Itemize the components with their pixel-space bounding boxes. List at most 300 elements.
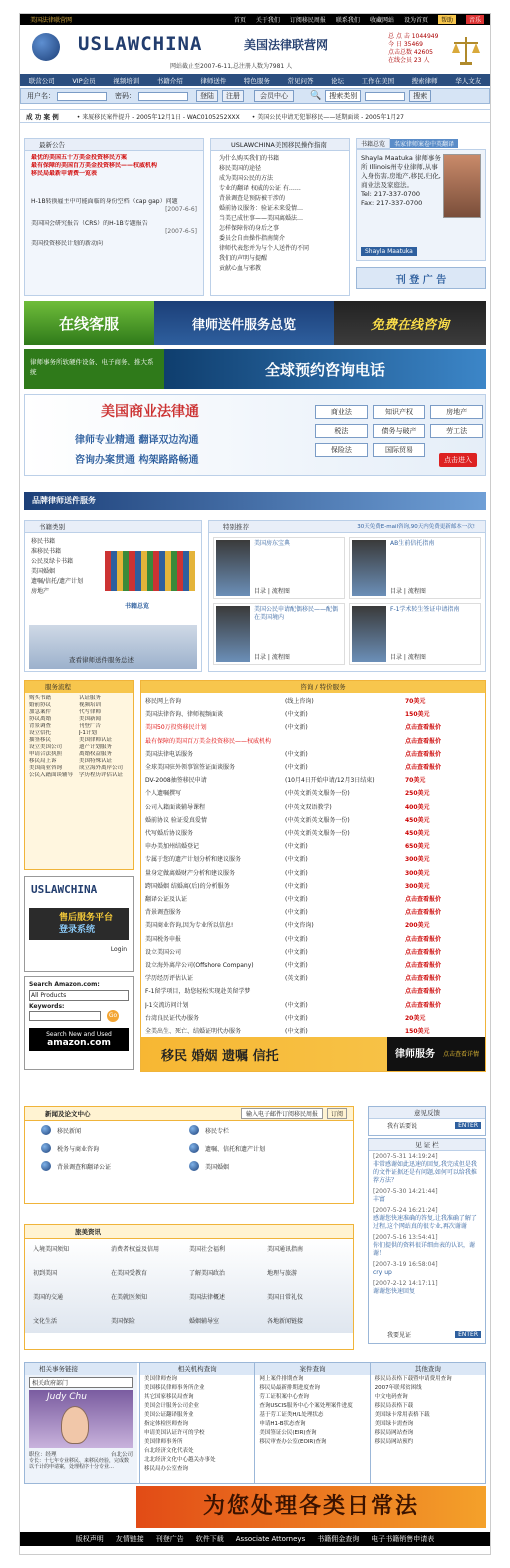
link-item[interactable]: 北北经济文化中心越关办事处 bbox=[144, 1457, 216, 1463]
guide-item[interactable]: 移民美国的途径 bbox=[219, 165, 262, 172]
search-input[interactable] bbox=[365, 92, 405, 101]
consult-name[interactable]: 移民网上咨询 bbox=[145, 698, 182, 705]
amazon-search bbox=[24, 976, 134, 1070]
news-item[interactable]: H-1B转换雇主中可能面临的身份空档（cap gap）问题 bbox=[31, 198, 178, 205]
practice-area-tag[interactable]: 知识产权 bbox=[373, 405, 426, 419]
top-link-music[interactable]: 音乐 bbox=[466, 15, 484, 24]
service-link[interactable]: J-1计划 bbox=[79, 730, 97, 736]
top-link-home[interactable]: 首页 bbox=[233, 17, 246, 24]
link-item[interactable]: 美国公证翻译服务业 bbox=[144, 1412, 194, 1418]
online-service-banner[interactable]: 在线客服 bbox=[24, 301, 154, 345]
consult-type: (线上咨询) bbox=[285, 698, 314, 705]
news-center-label[interactable]: 移民新闻 bbox=[57, 1127, 82, 1135]
phone-banner[interactable] bbox=[24, 349, 486, 389]
consult-row[interactable] bbox=[145, 735, 481, 748]
special-links[interactable]: 目录 | 流程图 bbox=[390, 654, 426, 661]
news-center-label[interactable]: 背景调查和翻译公证 bbox=[57, 1163, 112, 1171]
after-service-panel[interactable] bbox=[29, 908, 129, 940]
consult-row[interactable] bbox=[145, 985, 481, 998]
link-item[interactable]: 移民局最新排期进度查询 bbox=[259, 1385, 320, 1391]
book-category[interactable]: 准移民书籍 bbox=[31, 548, 62, 555]
footer-link[interactable]: 书籍佣金查询 bbox=[317, 1535, 360, 1543]
consult-row[interactable] bbox=[145, 748, 481, 761]
consult-name[interactable]: 美国法律电话服务 bbox=[145, 750, 194, 758]
service-link[interactable]: 美国新闻 bbox=[79, 716, 102, 722]
ticker-item[interactable]: • 美国公民申请无犯罪移民——延期面谈 - 2005年1月27 bbox=[251, 113, 404, 121]
guide-item[interactable]: 成为美国公民的方法 bbox=[219, 175, 274, 182]
news-item[interactable]: 最有保障的美国百万美金投资移民——权威机构 bbox=[31, 162, 158, 169]
nav-item[interactable]: 联营公司 bbox=[28, 76, 55, 85]
witness-enter-button[interactable]: ENTER bbox=[455, 1331, 481, 1338]
service-link[interactable]: 认证服务 bbox=[79, 695, 102, 701]
news-center-label[interactable]: 移民专栏 bbox=[205, 1127, 230, 1135]
consult-row[interactable] bbox=[145, 893, 481, 906]
consult-price[interactable]: 点击查看报价 bbox=[405, 896, 442, 904]
consult-row[interactable] bbox=[145, 906, 481, 919]
link-item[interactable]: 网上案件排期查询 bbox=[259, 1376, 304, 1382]
consult-row[interactable] bbox=[145, 1012, 481, 1025]
guide-item[interactable]: 当美已成往事——美国离婚法… bbox=[219, 215, 304, 222]
book-cover-image bbox=[216, 606, 250, 662]
consult-row[interactable] bbox=[145, 761, 481, 774]
consult-price[interactable]: 300美元 bbox=[405, 856, 430, 864]
service-link[interactable]: 背景调查 bbox=[29, 723, 52, 729]
consult-type: (中文新) bbox=[285, 1014, 308, 1022]
travel-link[interactable]: 美国保险 bbox=[111, 1318, 136, 1325]
service-link[interactable]: 婚前协议 bbox=[29, 702, 52, 708]
news-center-item[interactable] bbox=[189, 1161, 337, 1171]
consult-name[interactable]: 婚前协议 验证爱真爱情 bbox=[145, 816, 207, 824]
nav-item[interactable]: 书籍介绍 bbox=[156, 76, 183, 85]
register-button[interactable]: 注册 bbox=[222, 90, 244, 102]
travel-link[interactable]: 美国社会福利 bbox=[189, 1246, 226, 1253]
link-item[interactable]: 移民局办公室查询 bbox=[144, 1466, 189, 1472]
travel-link[interactable]: 地理与旅游 bbox=[267, 1270, 298, 1277]
book-category[interactable]: 公民及绿卡书籍 bbox=[31, 558, 74, 565]
after-service-login[interactable]: Login bbox=[110, 946, 127, 953]
service-link[interactable]: 抽签移民 bbox=[29, 737, 52, 743]
consult-price[interactable]: 点击查看报价 bbox=[405, 962, 442, 970]
special-title[interactable]: 美国公民申请配偶移民——配偶在美国境内 bbox=[254, 606, 339, 621]
delivery-overview-banner[interactable]: 律师送件服务总览 bbox=[154, 301, 334, 345]
consult-row[interactable] bbox=[145, 787, 481, 800]
top-link-bookmark[interactable]: 收藏网站 bbox=[369, 17, 394, 24]
link-item[interactable]: 台北经济文化代表处 bbox=[144, 1448, 194, 1454]
book-category[interactable]: 遗嘱/信托/遗产计划 bbox=[31, 578, 84, 585]
book-category[interactable]: 房地产 bbox=[31, 588, 50, 595]
special-item[interactable] bbox=[349, 603, 481, 665]
top-link-homepage[interactable]: 设为首页 bbox=[403, 17, 428, 24]
guide-item[interactable]: 律师代表您并为与个人送件的不同 bbox=[219, 245, 310, 252]
business-law-line: 律师专业精通 翻译双边沟通 bbox=[75, 435, 199, 446]
header bbox=[20, 25, 490, 73]
consult-name[interactable]: 设立海外离岸公司(Offshore Company) bbox=[145, 962, 254, 970]
amazon-keywords-label: Keywords: bbox=[29, 1003, 65, 1010]
consult-row[interactable] bbox=[145, 814, 481, 827]
service-link[interactable]: 美国商业咨询 bbox=[29, 765, 63, 771]
link-item[interactable]: 移民局网站查询 bbox=[374, 1430, 414, 1436]
link-item[interactable]: 移民局表格下载 bbox=[374, 1403, 414, 1409]
consult-name[interactable]: 公司入籍面谈辅导课程 bbox=[145, 803, 206, 811]
consult-row[interactable] bbox=[145, 801, 481, 814]
book-category[interactable]: 移民书籍 bbox=[31, 538, 56, 545]
free-consult-banner[interactable]: 免费在线咨询 bbox=[334, 301, 486, 345]
books-overview-link[interactable]: 书籍总览 bbox=[125, 603, 150, 610]
link-item[interactable]: 美国移民律师事务所企业 bbox=[144, 1385, 205, 1391]
link-item[interactable]: 移民局表格下载暨申请费用查询 bbox=[374, 1376, 452, 1382]
link-column bbox=[139, 1363, 254, 1483]
nav-item[interactable]: 搜索律师 bbox=[411, 76, 438, 85]
consult-name[interactable]: 学历经历评估认证 bbox=[145, 975, 194, 983]
service-link[interactable]: 视频培训 bbox=[79, 702, 102, 708]
consult-row[interactable] bbox=[145, 695, 481, 708]
consult-type: (中英文新英文服务一份) bbox=[285, 830, 350, 838]
link-item[interactable]: 指定体检医师查询 bbox=[144, 1421, 189, 1427]
travel-link[interactable]: 消费者权益及信用 bbox=[111, 1246, 160, 1253]
username-input[interactable] bbox=[57, 92, 107, 101]
practice-area-tag[interactable]: 劳工法 bbox=[430, 424, 483, 438]
news-center-label[interactable]: 遗嘱、信托和遗产计划 bbox=[205, 1145, 266, 1153]
special-links[interactable]: 目录 | 流程图 bbox=[254, 654, 290, 661]
password-input[interactable] bbox=[138, 92, 188, 101]
special-title[interactable]: F-1学术转生签证申请指南 bbox=[390, 606, 460, 613]
consult-name[interactable]: DV-2008抽签移民申请 bbox=[145, 777, 207, 785]
news-center-label[interactable]: 美国婚姻 bbox=[205, 1163, 230, 1171]
consult-row[interactable] bbox=[145, 959, 481, 972]
travel-link[interactable]: 在美就医须知 bbox=[111, 1294, 148, 1301]
consult-row[interactable] bbox=[145, 721, 481, 734]
consult-price[interactable]: 300美元 bbox=[405, 869, 430, 877]
service-link[interactable]: 离婚权益服务 bbox=[79, 751, 113, 757]
link-item[interactable]: 中文电码查询 bbox=[374, 1394, 408, 1400]
consult-price[interactable]: 70美元 bbox=[405, 698, 426, 705]
consult-row[interactable] bbox=[145, 880, 481, 893]
firm-panel-title: 相关事务链接 bbox=[25, 1363, 137, 1375]
consult-row[interactable] bbox=[145, 946, 481, 959]
consult-price[interactable]: 150美元 bbox=[405, 711, 430, 719]
footer-link[interactable]: 电子书籍销售申请表 bbox=[371, 1535, 435, 1543]
stat-clicks: 点击总数 42605 bbox=[388, 49, 433, 56]
consult-row[interactable] bbox=[145, 840, 481, 853]
consult-row[interactable] bbox=[145, 999, 481, 1012]
member-center-button[interactable]: 会员中心 bbox=[254, 90, 294, 102]
link-item[interactable]: 劳工证积案中心查询 bbox=[259, 1394, 309, 1400]
witness-text: 你们提供的资料很详细由表的认识，谢谢！ bbox=[373, 1242, 476, 1257]
stat-total: 总 点 击 1044949 bbox=[388, 33, 439, 40]
nav-item[interactable]: 常见问答 bbox=[287, 76, 314, 85]
globe-icon bbox=[41, 1125, 51, 1135]
link-item[interactable]: 美国律师事务所 bbox=[144, 1439, 183, 1445]
news-center-box bbox=[24, 1106, 354, 1204]
service-link[interactable]: 加急案件 bbox=[29, 709, 52, 715]
consult-price[interactable]: 点击查看报价 bbox=[405, 948, 442, 956]
nav-item[interactable]: 律师送件 bbox=[200, 76, 227, 85]
service-link[interactable]: 美国律师认证 bbox=[79, 737, 113, 743]
guide-item[interactable]: 为什么购买我们的书籍 bbox=[219, 155, 280, 162]
consult-price[interactable]: 点击查看报价 bbox=[405, 750, 442, 758]
guide-item[interactable]: 贡献心血与邪教 bbox=[219, 265, 262, 272]
service-link[interactable]: 购买书籍 bbox=[29, 695, 52, 701]
consult-name[interactable]: 设立美国公司 bbox=[145, 948, 182, 956]
top-link-subscribe[interactable]: 订阅移民周报 bbox=[289, 17, 326, 24]
service-link[interactable]: 移民局上诉 bbox=[29, 758, 57, 764]
special-item[interactable] bbox=[213, 603, 345, 665]
consult-row[interactable] bbox=[145, 827, 481, 840]
consult-row[interactable] bbox=[145, 774, 481, 787]
practice-area-tag[interactable]: 保险法 bbox=[315, 443, 368, 457]
footer-link[interactable]: 刊登广告 bbox=[155, 1535, 184, 1543]
link-item[interactable]: 美国绿卡常用表格下载 bbox=[374, 1412, 430, 1418]
consult-name[interactable]: 申办美加州结婚登记 bbox=[145, 843, 200, 851]
link-item[interactable]: 美国会计服务公司企业 bbox=[144, 1403, 200, 1409]
feedback-enter-button[interactable]: ENTER bbox=[455, 1122, 481, 1129]
service-link[interactable]: 公民入籍面谈辅导 bbox=[29, 772, 74, 778]
specials-header bbox=[209, 521, 485, 533]
consult-name[interactable]: 个人遗嘱撰写 bbox=[145, 790, 182, 798]
special-item[interactable] bbox=[349, 537, 481, 599]
consult-name[interactable]: 美国商业咨询,因为专业所以信息! bbox=[145, 922, 234, 930]
special-links[interactable]: 目录 | 流程图 bbox=[390, 588, 426, 595]
travel-link[interactable]: 各地新闻链接 bbox=[267, 1318, 304, 1325]
consult-price[interactable]: 点击查看报价 bbox=[405, 1001, 442, 1009]
news-item[interactable]: 最优的美国五十万美金投资移民方案 bbox=[31, 154, 128, 161]
link-item[interactable]: 申请美国认证许可的学校 bbox=[144, 1430, 205, 1436]
footer-link[interactable]: 软件下载 bbox=[195, 1535, 224, 1543]
consult-name[interactable]: 美国50万投资移民计划 bbox=[145, 724, 207, 732]
consult-name[interactable]: 台湾良民证代办服务 bbox=[145, 1014, 200, 1022]
consult-name[interactable]: F-1留学项目，助您轻松实现赴美留学梦 bbox=[145, 988, 251, 996]
consult-name[interactable]: 最有保障的美国百万美金投资移民——权威机构 bbox=[145, 737, 272, 745]
link-item[interactable]: 2007年联邦贫困线 bbox=[374, 1385, 422, 1391]
news-center-label[interactable]: 税务与商业咨询 bbox=[57, 1145, 100, 1153]
link-item[interactable]: 美国律师查询 bbox=[144, 1376, 178, 1382]
news-item[interactable]: 美国国会研究报告（CRS）的H-1B专题报告 bbox=[31, 220, 148, 227]
firm-panel bbox=[25, 1363, 137, 1483]
link-item[interactable]: 其它国家移民局查询 bbox=[144, 1394, 194, 1400]
login-button[interactable]: 登陆 bbox=[196, 90, 218, 102]
guide-item[interactable]: 怎样保障你的身后之事 bbox=[219, 225, 280, 232]
link-item[interactable]: 美国绿卡需查询 bbox=[374, 1421, 414, 1427]
globe-icon bbox=[41, 1143, 51, 1153]
consult-price[interactable]: 200美元 bbox=[405, 922, 430, 930]
consult-name[interactable]: 翻译公证及认证 bbox=[145, 896, 188, 904]
consult-type: (中文新) bbox=[285, 896, 308, 904]
practice-area-tag[interactable]: 国际贸易 bbox=[373, 443, 426, 457]
news-center-item[interactable] bbox=[41, 1161, 189, 1171]
travel-link[interactable]: 婚姻辅导室 bbox=[189, 1318, 220, 1325]
top-link-help[interactable]: 帮助 bbox=[438, 15, 456, 24]
service-banner[interactable] bbox=[24, 301, 486, 345]
consult-row[interactable] bbox=[145, 919, 481, 932]
travel-link[interactable]: 了解美国政治 bbox=[189, 1270, 226, 1277]
news-center-item[interactable] bbox=[41, 1143, 189, 1153]
link-item[interactable]: 申请H1-B状态查询 bbox=[259, 1421, 306, 1427]
guide-item[interactable]: 婚前协议服务：验证未来爱情… bbox=[219, 205, 304, 212]
consult-row[interactable] bbox=[145, 708, 481, 721]
consult-type: (中英文新英文服务一份) bbox=[285, 816, 350, 824]
consult-row[interactable] bbox=[145, 972, 481, 985]
consult-price[interactable]: 400美元 bbox=[405, 803, 430, 811]
consult-type: (中文新) bbox=[285, 724, 308, 732]
consult-price[interactable]: 20美元 bbox=[405, 1014, 426, 1022]
consult-price[interactable]: 300美元 bbox=[405, 882, 430, 890]
travel-link[interactable]: 初到美国 bbox=[33, 1270, 58, 1277]
guide-item[interactable]: 专业的翻译 权威的公证 有…… bbox=[219, 185, 301, 192]
consult-price[interactable]: 点击查看报价 bbox=[405, 975, 442, 983]
practice-area-tag[interactable]: 房地产 bbox=[430, 405, 483, 419]
consult-name[interactable]: 全美出生、死亡、结婚证明代办服务 bbox=[145, 1028, 242, 1036]
business-law-banner[interactable] bbox=[24, 394, 486, 476]
consult-name[interactable]: 美国税务申报 bbox=[145, 935, 182, 943]
travel-link[interactable]: 在美国受教育 bbox=[111, 1270, 148, 1277]
amazon-banner[interactable] bbox=[29, 1028, 129, 1051]
service-link[interactable]: 刊登广告 bbox=[79, 723, 102, 729]
consult-detail-link[interactable]: 点击查看详情 bbox=[443, 1037, 485, 1071]
consult-price[interactable]: 点击查看报价 bbox=[405, 724, 442, 732]
guide-item[interactable]: 背景调查是预防被干涉的 bbox=[219, 195, 286, 202]
practice-area-tag[interactable]: 商业法 bbox=[315, 405, 368, 419]
brand-service-bar[interactable]: 品牌律师送件服务 bbox=[24, 492, 486, 510]
news-center-item[interactable] bbox=[41, 1125, 189, 1135]
service-link[interactable]: 设立信托 bbox=[29, 730, 52, 736]
consult-name[interactable]: 代写婚后协议服务 bbox=[145, 830, 194, 838]
nav-item[interactable]: VIP会员 bbox=[72, 76, 96, 85]
link-item[interactable]: 移民审查办公室(EOIR)查询 bbox=[259, 1439, 327, 1445]
consult-price[interactable]: 点击查看报价 bbox=[405, 764, 442, 772]
nav-item[interactable]: 特色服务 bbox=[243, 76, 270, 85]
service-link[interactable]: 学历程历评估认证 bbox=[79, 772, 124, 778]
news-item[interactable]: 移民局最新申请费一览表 bbox=[31, 170, 98, 177]
footer-link[interactable]: 友情链接 bbox=[115, 1535, 144, 1543]
registered-count: 网站截止至2007-6-11,总注册人数为7981 人 bbox=[170, 63, 293, 70]
amazon-keyword-input[interactable] bbox=[29, 1011, 101, 1021]
service-link[interactable]: 代写律师 bbox=[79, 709, 102, 715]
ticker-item[interactable]: • 来厦移民案件提升 - 2005年12月1日 - WAC0105252XXX bbox=[76, 113, 240, 121]
service-link[interactable]: 申请合法执照 bbox=[29, 751, 63, 757]
news-title: 最新公告 bbox=[25, 139, 203, 151]
books-box bbox=[24, 520, 202, 672]
subscribe-input[interactable]: 输入电子邮件订阅移民周报 bbox=[241, 1108, 323, 1119]
top-link-about[interactable]: 关于我们 bbox=[255, 17, 280, 24]
footer-link[interactable]: 版权声明 bbox=[75, 1535, 104, 1543]
global-phone-banner[interactable]: 全球预约咨询电话 bbox=[164, 349, 486, 389]
travel-link[interactable]: 美国的交通 bbox=[33, 1294, 64, 1301]
tab-books[interactable]: 书籍总览 bbox=[356, 138, 390, 149]
feedback-text: 我有话要说 bbox=[387, 1123, 418, 1130]
service-link[interactable]: 遗产计划服务 bbox=[79, 744, 113, 750]
consult-row[interactable] bbox=[145, 853, 481, 866]
nav-item[interactable]: 华人文友 bbox=[455, 76, 482, 85]
news-center-item[interactable] bbox=[189, 1125, 337, 1135]
consult-price[interactable]: 点击查看报价 bbox=[405, 737, 442, 745]
practice-area-tag[interactable]: 债务与破产 bbox=[373, 424, 426, 438]
witness-date: [2007-2-12 14:17:11] bbox=[373, 1280, 438, 1287]
tab-translation[interactable]: 名家律师案卷中英翻译 bbox=[390, 139, 458, 148]
consult-price[interactable]: 150美元 bbox=[405, 1028, 430, 1036]
book-category[interactable]: 美国婚姻 bbox=[31, 568, 56, 575]
special-links[interactable]: 目录 | 流程图 bbox=[254, 588, 290, 595]
news-date: [2007-6-6] bbox=[165, 206, 197, 213]
travel-link[interactable]: 美国日常礼仪 bbox=[267, 1294, 304, 1301]
link-item[interactable]: 移民局网站预约 bbox=[374, 1439, 414, 1445]
site-logo[interactable]: USLAWCHINA bbox=[78, 33, 203, 55]
news-center-item[interactable] bbox=[189, 1143, 337, 1153]
travel-link[interactable]: 美国法律概述 bbox=[189, 1294, 226, 1301]
consult-price[interactable]: 450美元 bbox=[405, 816, 430, 824]
nav-item[interactable]: 工作在美国 bbox=[361, 76, 395, 85]
consult-price[interactable]: 450美元 bbox=[405, 830, 430, 838]
subscribe-button[interactable]: 订阅 bbox=[327, 1108, 347, 1119]
amazon-go-button[interactable]: Go bbox=[107, 1010, 119, 1022]
consult-row[interactable] bbox=[145, 933, 481, 946]
link-item[interactable]: 基于劳工证类H/L处理状态 bbox=[259, 1412, 324, 1418]
top-link-contact[interactable]: 联系我们 bbox=[335, 17, 360, 24]
bookshelf-image bbox=[105, 551, 195, 591]
consult-name[interactable]: 跨国婚姻 结婚离(后)的分析服务 bbox=[145, 882, 230, 890]
link-item[interactable]: 美国签证公民(EIR)查询 bbox=[259, 1430, 317, 1436]
guide-item[interactable]: 我们的声明与提醒 bbox=[219, 255, 268, 262]
consult-name[interactable]: 背景调查服务 bbox=[145, 909, 182, 917]
news-center-title: 新闻及论文中心 bbox=[45, 1110, 91, 1118]
gov-department-select[interactable]: 相关政府部门 bbox=[29, 1377, 133, 1388]
consult-name[interactable]: 美国法律咨询、律师视频面谈 bbox=[145, 711, 224, 719]
consult-banner[interactable] bbox=[141, 1037, 485, 1071]
service-process-title: 服务流程 bbox=[25, 681, 133, 693]
consult-name[interactable]: J-1交流访问计划 bbox=[145, 1001, 189, 1009]
promo-banner[interactable]: 查看律师送件服务总述 bbox=[29, 625, 197, 669]
travel-link[interactable]: 文化生活 bbox=[33, 1318, 58, 1325]
consult-price[interactable]: 点击查看报价 bbox=[405, 909, 442, 917]
consult-name[interactable]: 全球美国驻外领事馆签证面谈服务 bbox=[145, 764, 236, 772]
big-banner[interactable]: 为您处理各类日常法 bbox=[136, 1486, 486, 1528]
consult-row[interactable] bbox=[145, 867, 481, 880]
footer-link[interactable]: Associate Attorneys bbox=[235, 1535, 306, 1543]
consult-price[interactable]: 250美元 bbox=[405, 790, 430, 798]
consult-price[interactable]: 点击查看报价 bbox=[405, 935, 442, 943]
special-title[interactable]: 美国房东宝典 bbox=[254, 540, 291, 547]
search-button[interactable]: 搜索 bbox=[409, 90, 431, 102]
equipment-banner[interactable]: 律师事务所软硬件设备、电子商务、推大系统 bbox=[24, 349, 164, 389]
consult-name[interactable]: 量身定做离婚财产分析和建议服务 bbox=[145, 869, 236, 877]
enter-button[interactable]: 点击进入 bbox=[439, 453, 477, 467]
consult-price[interactable]: 点击查看报价 bbox=[405, 988, 442, 996]
guide-item[interactable]: 委员会自由操作指南简介 bbox=[219, 235, 286, 242]
nav-item[interactable]: 视频培训 bbox=[113, 76, 140, 85]
amazon-category-select[interactable]: All Products bbox=[29, 990, 129, 1001]
service-link[interactable]: 设立美国公司 bbox=[29, 744, 63, 750]
consult-type: (中文新) bbox=[285, 869, 308, 877]
service-link[interactable]: 协议离婚 bbox=[29, 716, 52, 722]
nav-item[interactable]: 论坛 bbox=[331, 76, 345, 85]
witness-text: 谢谢您快速回复 bbox=[373, 1288, 416, 1295]
special-title[interactable]: AB生前信托指南 bbox=[390, 540, 435, 547]
after-service-box[interactable] bbox=[24, 876, 134, 972]
main-nav bbox=[20, 74, 490, 86]
practice-area-tag[interactable]: 税法 bbox=[315, 424, 368, 438]
travel-link[interactable]: 入境美国须知 bbox=[33, 1246, 70, 1253]
consult-price[interactable]: 70美元 bbox=[405, 777, 426, 785]
link-item[interactable]: 查询USCIS服务中心个案处理案件进度 bbox=[259, 1403, 353, 1409]
consult-name[interactable]: 专属于您的遗产计划分析和建议服务 bbox=[145, 856, 242, 864]
consult-price[interactable]: 650美元 bbox=[405, 843, 430, 851]
special-item[interactable] bbox=[213, 537, 345, 599]
service-link[interactable]: 成立海外离岸公司 bbox=[79, 765, 124, 771]
post-ad-button[interactable]: 刊 登 广 告 bbox=[356, 267, 486, 289]
service-link[interactable]: 美国特殊认证 bbox=[79, 758, 113, 764]
search-category-select[interactable]: 搜索类别 bbox=[325, 90, 361, 102]
news-item[interactable]: 美国投资移民计划的新动向 bbox=[31, 240, 104, 247]
travel-link[interactable]: 美国通讯指南 bbox=[267, 1246, 304, 1253]
